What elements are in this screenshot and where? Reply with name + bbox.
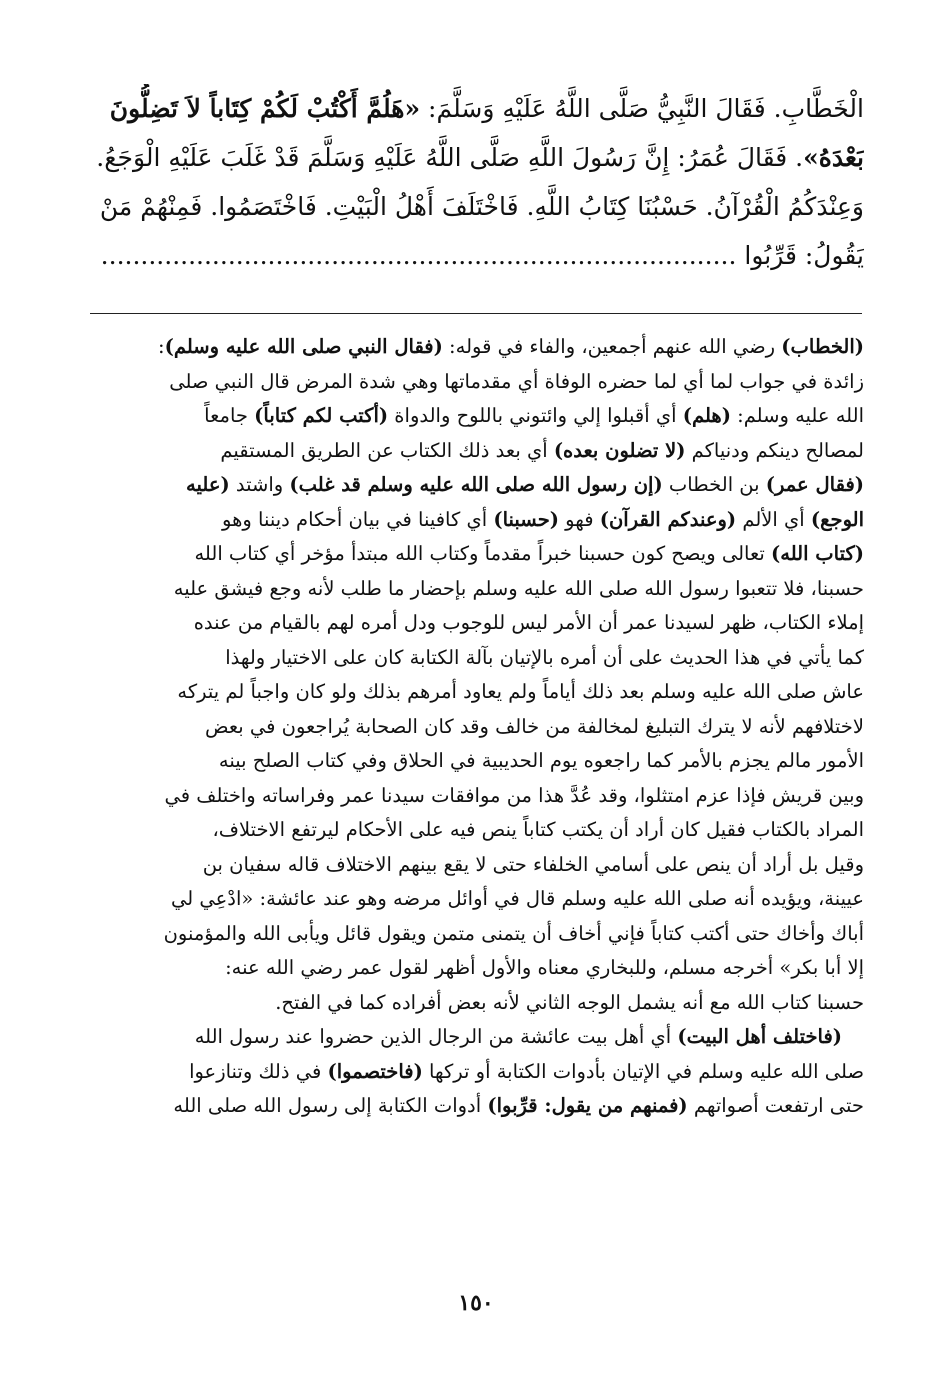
commentary-line [88,468,864,503]
commentary-segment: لمصالح دينكم ودنياكم [685,438,864,462]
commentary-line [88,503,864,538]
commentary-segment: : [158,335,165,358]
commentary-segment: حسبنا كتاب الله مع أنه يشمل الوجه الثاني لأنه بعض أفراده كما في الفتح. [275,990,864,1014]
commentary-line [88,917,864,952]
commentary-line [88,641,864,676]
commentary-keyword: (فقال النبي صلى الله عليه وسلم) [164,335,443,358]
commentary-segment: في ذلك وتنازعوا [189,1059,328,1083]
commentary-segment: عاش صلى الله عليه وسلم بعد ذلك أياماً ولم يعاود أمرهم بذلك ولو كان واجباً لم يتركه [177,680,864,703]
commentary-segment: أي بعد ذلك الكتاب عن الطريق المستقيم [220,438,554,462]
commentary-keyword: (أكتب لكم كتاباً) [254,404,389,427]
commentary-line [88,779,864,814]
commentary-line [88,1020,864,1055]
commentary-line [88,434,864,469]
commentary-keyword: (عليه [186,473,230,496]
commentary-line [88,986,864,1021]
commentary-segment: واشتد [229,473,290,496]
commentary-segment: حتى ارتفعت أصواتهم [687,1094,864,1117]
commentary-segment: إملاء الكتاب، ظهر لسيدنا عمر أن الأمر ليس للوجوب ودل أمره لهم بالقيام من عنده [193,611,864,634]
hadith-line-4: يَقُولُ: قَرِّبُوا ................................................................................ [100,241,864,270]
commentary-text [88,330,864,1124]
commentary-line [88,330,864,365]
commentary-line [88,848,864,883]
commentary-keyword: (كتاب الله) [771,542,864,565]
commentary-line [88,399,864,434]
commentary-line [88,606,864,641]
commentary-segment: أي كافينا في بيان أحكام ديننا وهو [222,507,494,531]
commentary-segment: أباك وأخاك حتى أكتب كتاباً فإني أخاف أن يتمنى متمن ويقول قائل ويأبى الله والمؤمنون [163,921,864,945]
commentary-keyword: (فاختصموا) [327,1059,423,1083]
commentary-segment: عيينة، ويؤيده أنه صلى الله عليه وسلم قال في أوائل مرضه وهو عند عائشة: «ادْعِي لي [170,887,864,910]
hadith-text [88,84,864,280]
commentary-segment: كما يأتي في هذا الحديث على أن أمره بالإتيان بآلة الكتابة كان على الاختيار ولهذا [225,645,864,669]
commentary-segment: فهو [558,507,600,531]
commentary-segment: تعالى ويصح كون حسبنا خبراً مقدماً وكتاب الله مبتدأ مؤخر أي كتاب الله [194,542,772,565]
commentary-keyword: (وعندكم القرآن) [599,507,737,531]
commentary-keyword: (فاختلف أهل البيت) [677,1025,842,1048]
commentary-line [88,1089,864,1124]
commentary-segment: إلا أبا بكر» أخرجه مسلم، وللبخاري معناه والأول أظهر لقول عمر رضي الله عنه: [225,956,864,979]
commentary-segment: الله عليه وسلم: [730,404,864,427]
commentary-line [88,951,864,986]
commentary-segment: الأمور مالم يجزم بالأمر كما راجعوه يوم الحديبية في الحلاق وفي كتاب الصلح بينه [218,749,864,772]
hadith-line-3: وَعِنْدَكُمُ الْقُرْآنُ. حَسْبُنَا كِتَابُ اللَّهِ. فَاخْتَلَفَ أَهْلُ الْبَيْتِ. فَاخْتَصَمُوا. فَمِنْهُمْ مَنْ [99,192,864,221]
commentary-segment: وقيل بل أراد أن ينص على أسامي الخلفاء حتى لا يقع بينهم الاختلاف قاله سفيان بن [202,852,864,876]
commentary-segment: المراد بالكتاب فقيل كان أراد أن يكتب كتاباً ينص فيه على الأحكام ليرتفع الاختلاف، [212,818,864,841]
commentary-line [88,365,864,400]
commentary-keyword: (فمنهم من يقول: قرِّبوا) [487,1094,688,1117]
commentary-line [88,710,864,745]
commentary-segment: أي أقبلوا إلي وائتوني باللوح والدواة [388,404,683,427]
commentary-line [88,675,864,710]
commentary-line [88,882,864,917]
commentary-segment: رضي الله عنهم أجمعين، والفاء في قوله: [442,335,782,358]
page-number: ١٥٠ [458,1290,494,1316]
commentary-line [88,744,864,779]
commentary-line [88,1055,864,1090]
hadith-line-2: بَعْدَهُ». فَقَالَ عُمَرُ: إِنَّ رَسُولَ اللَّهِ صَلَّى اللَّهُ عَلَيْهِ وَسَلَّمَ قَدْ غَلَبَ عَلَيْهِ الْوَجَعُ. [96,143,864,172]
continuation-dots: ................................................................................ [100,241,737,270]
commentary-segment: أي أهل بيت عائشة من الرجال الذين حضروا عند رسول الله [194,1025,678,1048]
commentary-keyword: (حسبنا) [493,507,559,531]
commentary-segment: لاختلافهم لأنه لا يترك التبليغ لمخالفة من خالف وقد كان الصحابة يُراجعون في بعض [204,714,864,738]
commentary-segment: وبين قريش فإذا عزم امتثلوا، وقد عُدَّ هذا من موافقات سيدنا عمر وفراساته واختلف في [164,783,864,807]
commentary-line [88,572,864,607]
commentary-keyword: (فقال عمر) [765,473,864,496]
commentary-segment: صلى الله عليه وسلم في الإتيان بأدوات الكتابة أو تركها [422,1059,864,1083]
commentary-keyword: (الخطاب) [781,335,864,358]
commentary-segment: أي الألم [736,507,811,531]
commentary-keyword: (لا تضلون بعده) [553,438,686,462]
commentary-segment: أدوات الكتابة إلى رسول الله صلى الله [173,1094,488,1117]
commentary-keyword: الوجع) [810,507,864,531]
commentary-segment: حسبنا، فلا تتعبوا رسول الله صلى الله عليه وسلم بإحضار ما طلب لأنه وجع فيشق عليه [173,576,864,600]
commentary-line [88,537,864,572]
commentary-segment: جامعاً [204,404,255,427]
hadith-line-1: الْخَطَّابِ. فَقَالَ النَّبِيُّ صَلَّى اللَّهُ عَلَيْهِ وَسَلَّمَ: «هَلُمَّ أَكْتُبْ لَكُمْ كِتَاباً لاَ تَضِلُّونَ [109,94,864,123]
commentary-keyword: (هلم) [682,404,731,427]
footnote-separator [90,313,862,314]
commentary-keyword: (إن رسول الله صلى الله عليه وسلم قد غلب) [289,473,663,496]
commentary-segment: زائدة في جواب لما أي لما حضره الوفاة أي مقدماتها وهي شدة المرض قال النبي صلى [169,369,864,393]
commentary-line [88,813,864,848]
commentary-segment: بن الخطاب [662,473,766,496]
